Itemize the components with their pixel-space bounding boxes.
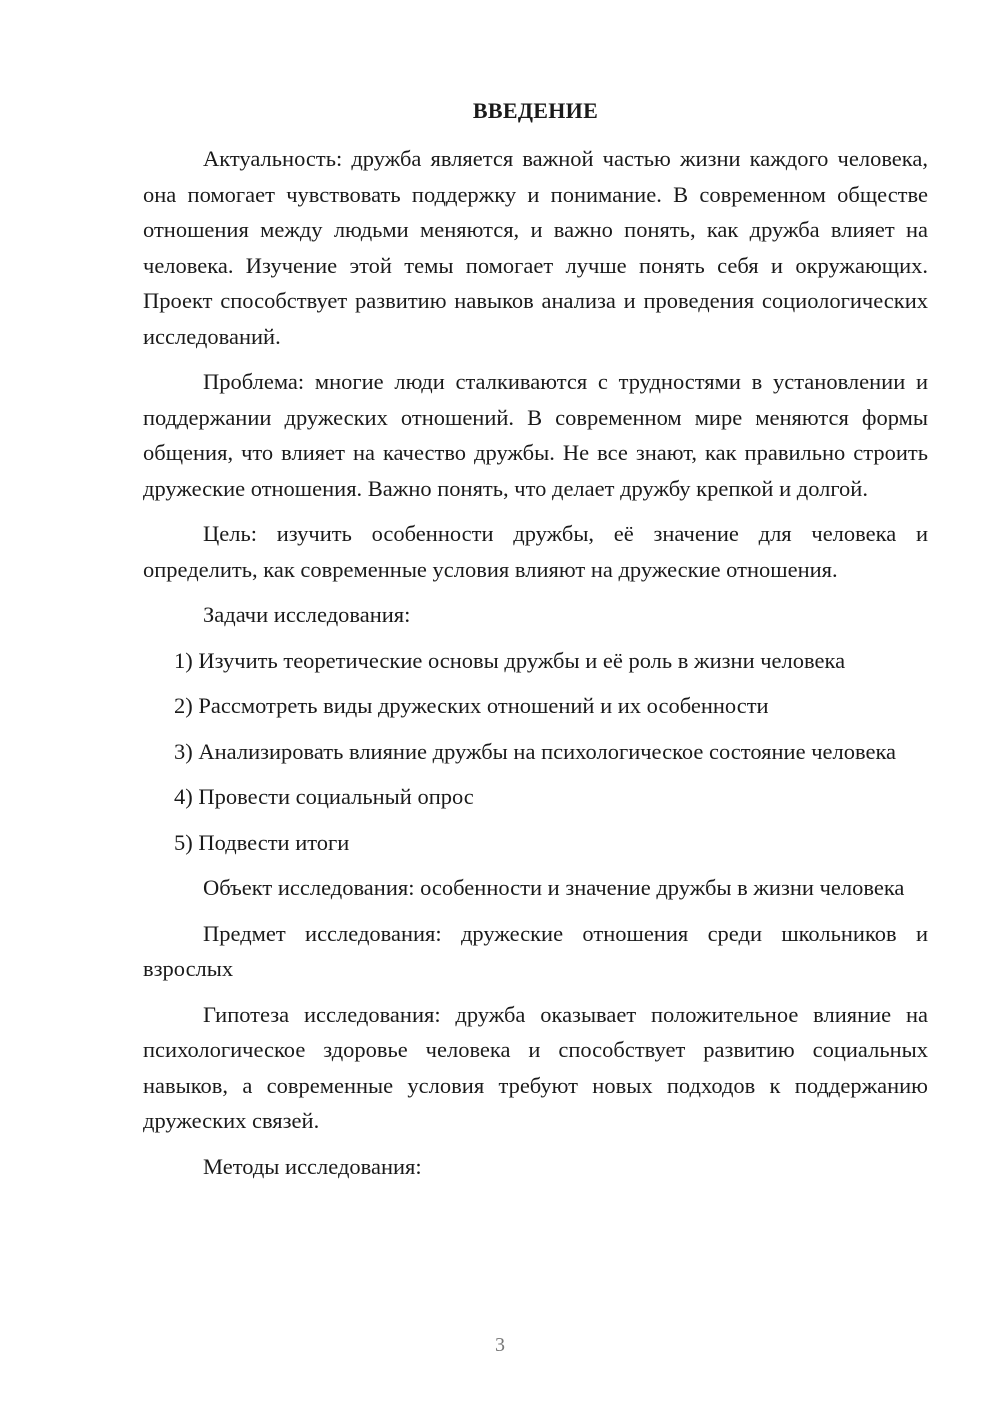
paragraph-problem: Проблема: многие люди сталкиваются с трудностями в установлении и поддержании дружеских отношений. В современном мире меняются формы общения, что влияет на качество дружбы. Не все знают, как правильно строить дружеские отношения. Важно понять, что делает дружбу крепкой и долгой.	[143, 369, 928, 501]
paragraph-subject: Предмет исследования: дружеские отношения среди школьников и взрослых	[143, 920, 928, 981]
paragraph-goal: Цель: изучить особенности дружбы, её значение для человека и определить, как современные условия влияют на дружеские отношения.	[143, 521, 928, 582]
tasks-heading: Задачи исследования:	[203, 602, 411, 627]
methods-heading: Методы исследования:	[203, 1153, 422, 1179]
page-number: 3	[495, 1334, 505, 1356]
task-item-4: 4) Провести социальный опрос	[174, 784, 474, 809]
task-item-3: 3) Анализировать влияние дружбы на психологическое состояние человека	[174, 738, 897, 764]
task-item-1: 1) Изучить теоретические основы дружбы и её роль в жизни человека	[174, 647, 846, 673]
paragraph-relevance: Актуальность: дружба является важной частью жизни каждого человека, она помогает чувствовать поддержку и понимание. В современном обществе отношения между людьми меняются, и важно понять, как дружба влияет на человека. Изучение этой темы помогает лучше понять себя и окружающих. Проект способствует развитию навыков анализа и проведения социологических исследований.	[143, 146, 928, 349]
task-item-5: 5) Подвести итоги	[174, 829, 350, 855]
paragraph-hypothesis: Гипотеза исследования: дружба оказывает положительное влияние на психологическое здоровье человека и способствует развитию социальных навыков, а современные условия требуют новых подходов к поддержанию дружеских связей.	[143, 1001, 928, 1133]
task-item-2: 2) Рассмотреть виды дружеских отношений и их особенности	[174, 693, 769, 718]
section-title: ВВЕДЕНИЕ	[472, 98, 599, 123]
paragraph-object: Объект исследования: особенности и значение дружбы в жизни человека	[203, 875, 905, 900]
document-page	[143, 94, 928, 1194]
